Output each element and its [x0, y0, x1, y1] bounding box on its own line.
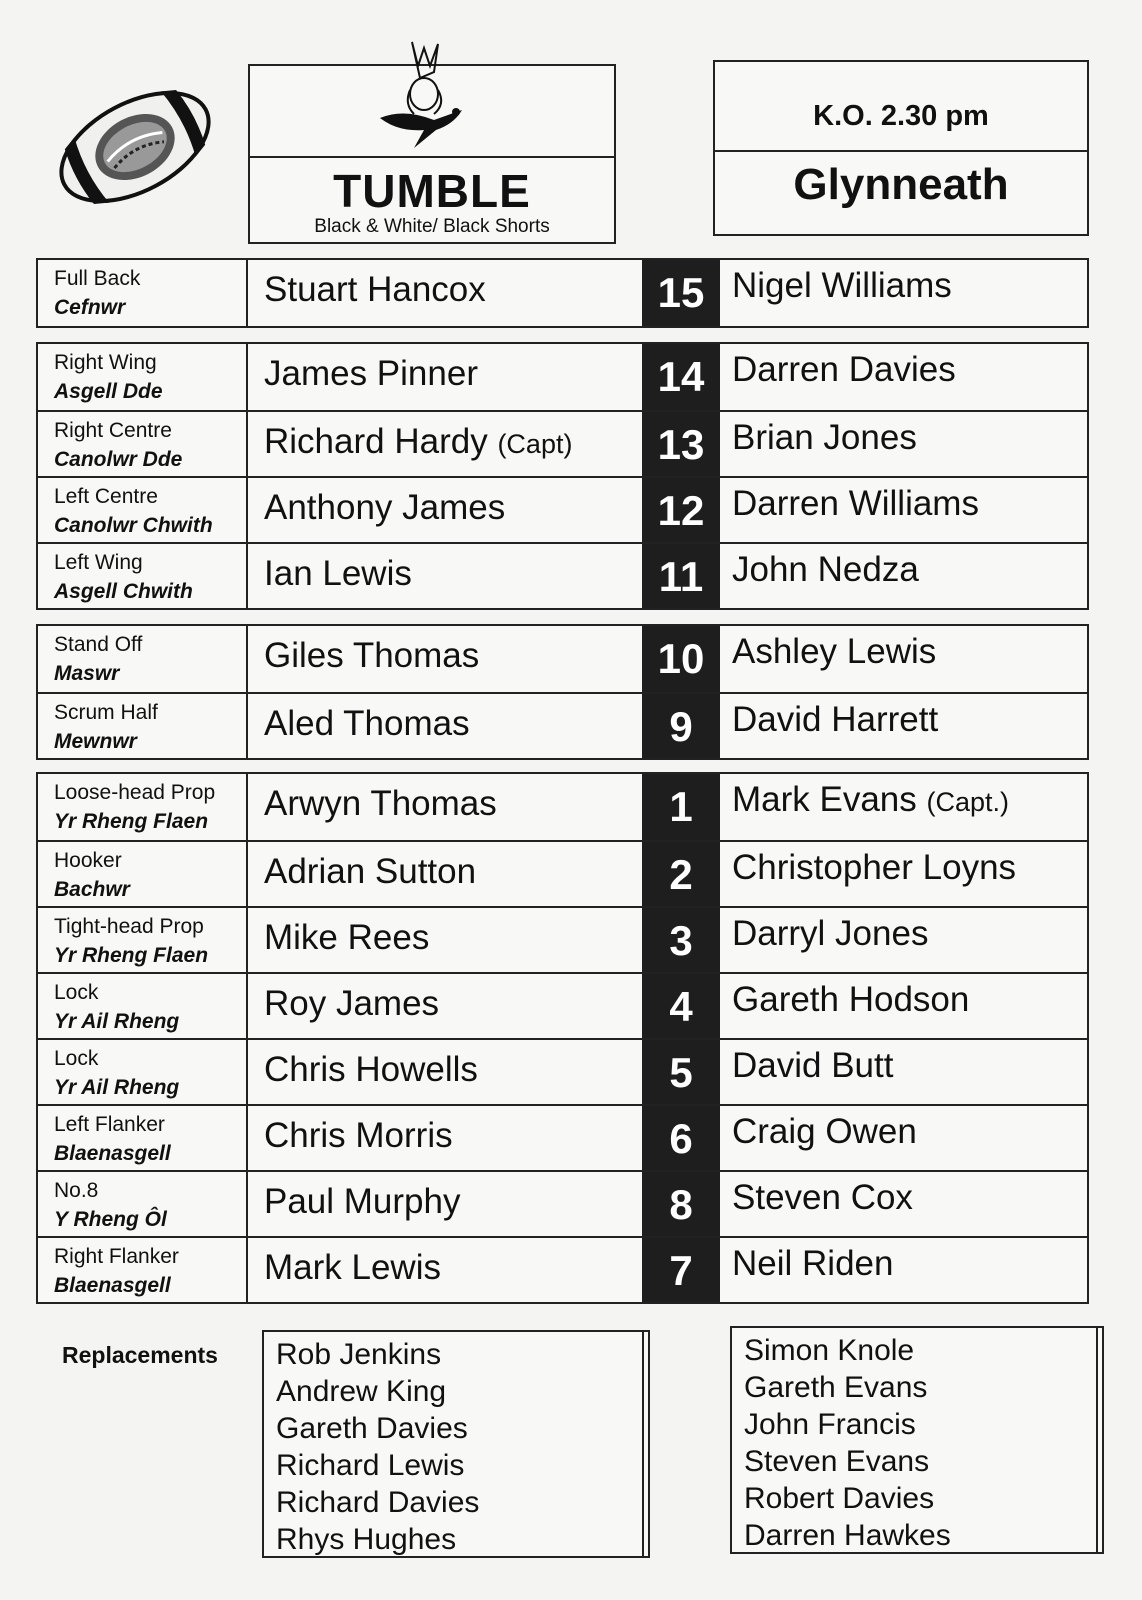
replacement-player: Rhys Hughes	[276, 1523, 457, 1556]
home-replacements	[262, 1330, 650, 1558]
club-crest-icon	[374, 38, 474, 156]
shirt-number: 14	[642, 344, 720, 410]
home-player: Chris Morris	[264, 1116, 453, 1155]
lineup-group-backs	[36, 342, 1089, 610]
shirt-number: 9	[642, 694, 720, 758]
lineup-row	[38, 1104, 1087, 1170]
away-player: Darren Davies	[732, 350, 956, 389]
away-player: Mark Evans (Capt.)	[732, 780, 1010, 819]
replacement-player: Rob Jenkins	[276, 1338, 442, 1371]
replacement-player: John Francis	[744, 1408, 916, 1441]
home-player: Aled Thomas	[264, 704, 470, 743]
position-label: Lock Yr Ail Rheng	[38, 1040, 248, 1104]
position-label: Left Wing Asgell Chwith	[38, 544, 248, 608]
replacement-player: Robert Davies	[744, 1482, 935, 1515]
lineup-group-fullback	[36, 258, 1089, 328]
home-player: Giles Thomas	[264, 636, 480, 675]
lineup-row	[38, 906, 1087, 972]
lineup-row	[38, 692, 1087, 758]
shirt-number: 11	[642, 544, 720, 608]
home-player: Paul Murphy	[264, 1182, 461, 1221]
position-label: Loose-head Prop Yr Rheng Flaen	[38, 774, 248, 840]
replacement-player: Andrew King	[276, 1375, 447, 1408]
away-player: David Harrett	[732, 700, 939, 739]
away-player: Ashley Lewis	[732, 632, 937, 671]
home-player: Stuart Hancox	[264, 270, 486, 309]
replacement-player: Simon Knole	[744, 1334, 915, 1367]
home-player: Arwyn Thomas	[264, 784, 497, 823]
home-player: Anthony James	[264, 488, 506, 527]
shirt-number: 2	[642, 842, 720, 906]
position-label: Full Back Cefnwr	[38, 260, 248, 326]
fixture-panel	[713, 60, 1089, 236]
position-label: No.8 Y Rheng Ôl	[38, 1172, 248, 1236]
lineup-row	[38, 344, 1087, 410]
shirt-number: 6	[642, 1106, 720, 1170]
shirt-number: 13	[642, 412, 720, 476]
home-player: Mike Rees	[264, 918, 430, 957]
kickoff-time: K.O. 2.30 pm	[813, 100, 989, 132]
lineup-row	[38, 774, 1087, 840]
home-team-colours: Black & White/ Black Shorts	[314, 216, 550, 237]
home-player: James Pinner	[264, 354, 478, 393]
home-player: Chris Howells	[264, 1050, 478, 1089]
lineup-row	[38, 476, 1087, 542]
away-player: Darryl Jones	[732, 914, 929, 953]
home-team-panel	[248, 64, 616, 244]
away-player: Nigel Williams	[732, 266, 952, 305]
home-team-name: TUMBLE	[333, 165, 531, 217]
position-label: Stand Off Maswr	[38, 626, 248, 692]
away-player: Brian Jones	[732, 418, 917, 457]
lineup-row	[38, 626, 1087, 692]
home-player: Adrian Sutton	[264, 852, 477, 891]
shirt-number: 10	[642, 626, 720, 692]
lineup-group-halfbacks	[36, 624, 1089, 760]
away-player: David Butt	[732, 1046, 894, 1085]
position-label: Hooker Bachwr	[38, 842, 248, 906]
position-label: Scrum Half Mewnwr	[38, 694, 248, 758]
position-label: Left Flanker Blaenasgell	[38, 1106, 248, 1170]
lineup-row	[38, 1236, 1087, 1302]
lineup-row	[38, 1170, 1087, 1236]
away-player: Steven Cox	[732, 1178, 913, 1217]
rugby-ball-icon	[52, 76, 218, 218]
shirt-number: 4	[642, 974, 720, 1038]
position-label: Lock Yr Ail Rheng	[38, 974, 248, 1038]
away-player: Darren Williams	[732, 484, 979, 523]
shirt-number: 1	[642, 774, 720, 840]
home-player: Mark Lewis	[264, 1248, 441, 1287]
position-label: Tight-head Prop Yr Rheng Flaen	[38, 908, 248, 972]
replacement-player: Richard Lewis	[276, 1449, 465, 1482]
position-label: Right Centre Canolwr Dde	[38, 412, 248, 476]
position-label: Right Wing Asgell Dde	[38, 344, 248, 410]
away-player: Christopher Loyns	[732, 848, 1017, 887]
lineup-row	[38, 1038, 1087, 1104]
replacement-player: Darren Hawkes	[744, 1519, 951, 1552]
lineup-group-forwards	[36, 772, 1089, 1304]
shirt-number: 15	[642, 260, 720, 326]
away-replacements	[730, 1326, 1104, 1554]
replacement-player: Richard Davies	[276, 1486, 480, 1519]
shirt-number: 7	[642, 1238, 720, 1302]
home-player: Ian Lewis	[264, 554, 412, 593]
home-player: Richard Hardy (Capt)	[264, 422, 573, 461]
away-team-name: Glynneath	[793, 160, 1009, 209]
shirt-number: 8	[642, 1172, 720, 1236]
lineup-row	[38, 972, 1087, 1038]
away-player: Craig Owen	[732, 1112, 917, 1151]
lineup-row	[38, 840, 1087, 906]
position-label: Right Flanker Blaenasgell	[38, 1238, 248, 1302]
away-player: Neil Riden	[732, 1244, 894, 1283]
lineup-row	[38, 260, 1087, 326]
lineup-row	[38, 542, 1087, 608]
away-player: John Nedza	[732, 550, 919, 589]
shirt-number: 12	[642, 478, 720, 542]
replacements-label: Replacements	[62, 1342, 218, 1368]
position-label: Left Centre Canolwr Chwith	[38, 478, 248, 542]
replacement-player: Gareth Davies	[276, 1412, 468, 1445]
lineup-row	[38, 410, 1087, 476]
home-player: Roy James	[264, 984, 440, 1023]
replacement-player: Steven Evans	[744, 1445, 930, 1478]
shirt-number: 3	[642, 908, 720, 972]
away-player: Gareth Hodson	[732, 980, 970, 1019]
shirt-number: 5	[642, 1040, 720, 1104]
replacement-player: Gareth Evans	[744, 1371, 928, 1404]
